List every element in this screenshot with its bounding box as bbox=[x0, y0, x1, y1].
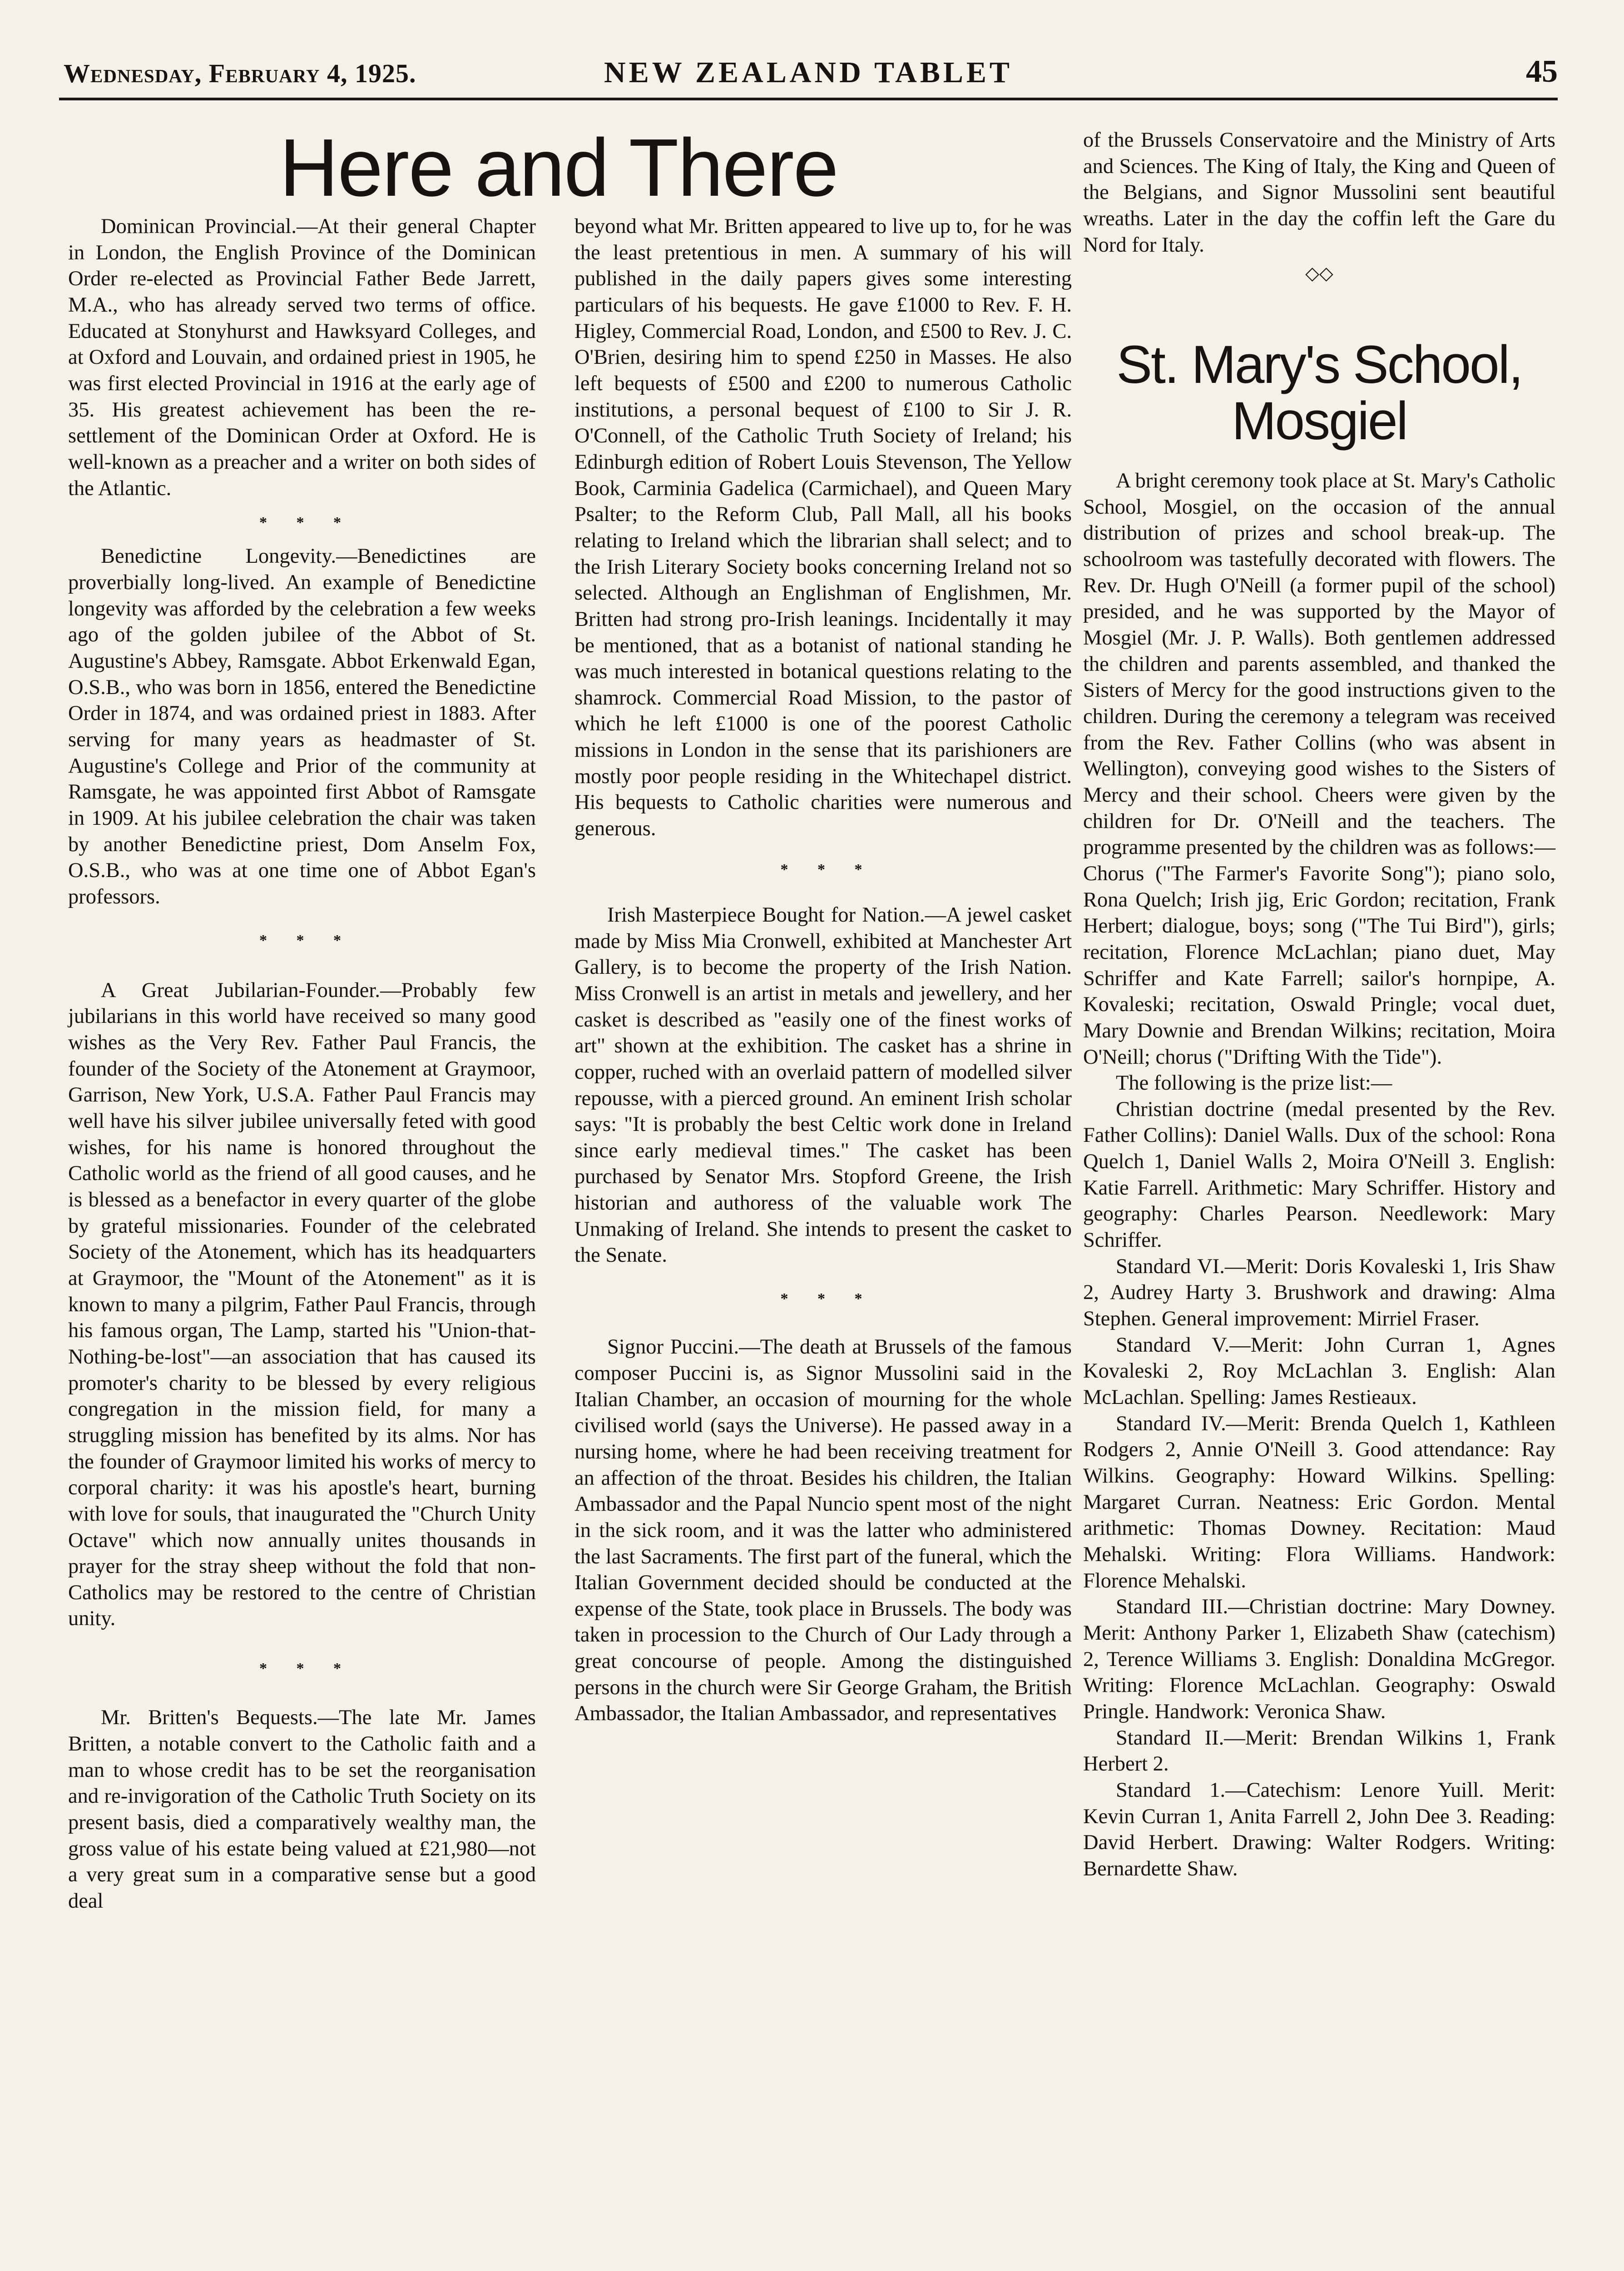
prize-list-general: Christian doctrine (medal presented by the Rev. Father Collins): Daniel Walls. Dux of the school: Rona Quelch 1, Daniel Walls 2, Moira O'Neill 3. English: Katie Farrell. Arithmetic: Mary Schriffer. History and geography: Charles Pearson. Needlework: Mary Schriffer. bbox=[1083, 1097, 1555, 1252]
ornament-divider: ◇◇ bbox=[1305, 263, 1333, 284]
page-number: 45 bbox=[1526, 54, 1558, 89]
prize-list-intro: The following is the prize list:— bbox=[1116, 1071, 1392, 1095]
page-header bbox=[59, 54, 1558, 104]
column-1 bbox=[68, 213, 536, 1914]
column-2 bbox=[574, 213, 1072, 1727]
article-benedictine-longevity: Benedictine Longevity.—Benedictines are proverbially long-lived. An example of Benedictine longevity was afforded by the celebration a few weeks ago of the golden jubilee of the Abbot of St. Augustine's Abbey, Ramsgate. Abbot Erkenwald Egan, O.S.B., who was born in 1856, entered the Benedictine Order in 1874, and was ordained priest in 1883. After serving for many years as headmaster of St. Augustine's College and Prior of the community at Ramsgate, he was appointed first Abbot of Ramsgate in 1909. At his jubilee celebration the chair was taken by another Benedictine priest, Dom Anselm Fox, O.S.B., who was at one time one of Abbot Egan's professors. bbox=[68, 545, 536, 908]
article-great-jubilarian: A Great Jubilarian-Founder.—Probably few jubilarians in this world have received so many good wishes as the Very Rev. Father Paul Francis, the founder of the Society of the Atonement at Graymoor, Garrison, New York, U.S.A. Father Paul Francis may well have his silver jubilee universally feted with good wishes, for his name is honored throughout the Catholic world as the friend of all good causes, and he is blessed as a benefactor in every quarter of the globe by grateful missionaries. Founder of the celebrated Society of the Atonement, which has its headquarters at Graymoor, the "Mount of the Atonement" as it is known to many a pilgrim, Father Paul Francis, through his famous organ, The Lamp, started his "Union-that-Nothing-be-lost"—an association that has caused its promoter's charity to be blessed by every religious congregation in the mission field, for many a struggling mission has benefited by its alms. Nor has the founder of Graymoor limited his works of mercy to corporal charity: it was his apostle's heart, burning with love for souls, that inaugurated the "Church Unity Octave" which now annually unites thousands in prayer for the stray sheep without the fold that non-Catholics may be restored to the centre of Christian unity. bbox=[68, 978, 536, 1631]
article-puccini-continued: of the Brussels Conservatoire and the Ministry of Arts and Sciences. The King of Italy, the King and Queen of the Belgians, and Signor Mussolini sent beautiful wreaths. Later in the day the coffin left the Gare du Nord for Italy. bbox=[1083, 129, 1555, 257]
section-title: Here and There bbox=[279, 122, 838, 213]
article-britten-continued: beyond what Mr. Britten appeared to live up to, for he was the least pretentious in men. A summary of his will published in the daily papers gives some interesting particulars of his bequests. He gave £1000 to Rev. F. H. Higley, Commercial Road, London, and £500 to Rev. J. C. O'Brien, desiring him to spend £250 in Masses. He also left bequests of £500 and £200 to numerous Catholic institutions, a personal bequest of £100 to Sir J. R. O'Connell, of the Catholic Truth Society of Ireland; his Edinburgh edition of Robert Louis Stevenson, The Yellow Book, Carminia Gadelica (Carmichael), and Queen Mary Psalter; to the Reform Club, Pall Mall, all his books relating to Ireland which the librarian shall select; and to the Irish Literary Society books concerning Ireland not so selected. Although an Englishman of Englishmen, Mr. Britten had strong pro-Irish leanings. Incidentally it may be mentioned, that as a botanist of national standing he was much interested in botanical questions relating to the shamrock. Commercial Road Mission, to the pastor of which he left £1000 is one of the poorest Catholic missions in London in the sense that its parishioners are mostly poor people residing in the Whitechapel district. His bequests to Catholic charities were numerous and generous. bbox=[574, 215, 1072, 841]
article-dominican-provincial: Dominican Provincial.—At their general Chapter in London, the English Province of the Dominican Order re-elected as Provincial Father Bede Jarrett, M.A., who has already served two terms of office. Educated at Stonyhurst and Hawksyard Colleges, and at Oxford and Louvain, and ordained priest in 1905, he was first elected Provincial in 1916 at the early age of 35. His greatest achievement has been the re-settlement of the Dominican Order at Oxford. He is well-known as a preacher and a writer on both sides of the Atlantic. bbox=[68, 215, 536, 500]
prize-standard-2: Standard II.—Merit: Brendan Wilkins 1, Frank Herbert 2. bbox=[1083, 1726, 1555, 1776]
separator-stars: * * * bbox=[259, 514, 354, 531]
separator-stars: * * * bbox=[259, 1660, 354, 1677]
separator-stars: * * * bbox=[780, 1290, 875, 1308]
issue-date: Wednesday, February 4, 1925. bbox=[64, 59, 416, 88]
prize-standard-3: Standard III.—Christian doctrine: Mary Downey. Merit: Anthony Parker 1, Elizabeth Shaw (catechism) 2, Terence Williams 3. English: Donaldina McGregor. Writing: Florence McLachlan. Geography: Oswald Pringle. Handwork: Veronica Shaw. bbox=[1083, 1595, 1555, 1723]
article-britten-bequests: Mr. Britten's Bequests.—The late Mr. James Britten, a notable convert to the Catholic faith and a man to whose credit has to be set the reorganisation and re-invigoration of the Catholic Truth Society on its present basis, died a comparatively wealthy man, the gross value of his estate being valued at £21,980—not a very great sum in a comparative sense but a good deal bbox=[68, 1706, 536, 1913]
column-3 bbox=[1083, 127, 1555, 1882]
prize-standard-1: Standard 1.—Catechism: Lenore Yuill. Merit: Kevin Curran 1, Anita Farrell 2, John Dee 3. Reading: David Herbert. Drawing: Walter Rodgers. Writing: Bernardette Shaw. bbox=[1083, 1778, 1555, 1880]
prize-standard-4: Standard IV.—Merit: Brenda Quelch 1, Kathleen Rodgers 2, Annie O'Neill 3. Good attendance: Ray Wilkins. Geography: Howard Wilkins. Spelling: Margaret Curran. Neatness: Eric Gordon. Mental arithmetic: Thomas Downey. Recitation: Maud Mehalski. Writing: Flora Williams. Handwork: Florence Mehalski. bbox=[1083, 1412, 1555, 1592]
prize-standard-6: Standard VI.—Merit: Doris Kovaleski 1, Iris Shaw 2, Audrey Harty 3. Brushwork and drawing: Alma Stephen. General improvement: Mirriel Fraser. bbox=[1083, 1255, 1555, 1331]
article-signor-puccini: Signor Puccini.—The death at Brussels of the famous composer Puccini is, as Signor Mussolini said in the Italian Chamber, an occasion of mourning for the whole civilised world (says the Universe). He passed away in a nursing home, where he had been receiving treatment for an affection of the throat. Besides his children, the Italian Ambassador and the Papal Nuncio spent most of the night in the sick room, and it was the latter who administered the last Sacraments. The first part of the funeral, which the Italian Government decided should be conducted at the expense of the State, took place in Brussels. The body was taken in procession to the Church of Our Lady through a great concourse of people. Among the distinguished persons in the church were Sir George Graham, the British Ambassador, the Italian Ambassador, and representatives bbox=[574, 1335, 1072, 1726]
school-article-body: A bright ceremony took place at St. Mary's Catholic School, Mosgiel, on the occasion of the annual distribution of prizes and school break-up. The schoolroom was tastefully decorated with flowers. The Rev. Dr. Hugh O'Neill (a former pupil of the school) presided, and he was supported by the Mayor of Mosgiel (Mr. J. P. Walls). Both gentlemen addressed the children and parents assembled, and thanked the Sisters of Mercy for the good instructions given to the children. During the ceremony a telegram was received from the Rev. Father Collins (who was absent in Wellington), conveying good wishes to the Sisters of Mercy and their school. Cheers were given by the children for Dr. O'Neill and the teachers. The programme presented by the children was as follows:—Chorus ("The Farmer's Favorite Song"); piano solo, Rona Quelch; Irish jig, Eric Gordon; recitation, Frank Herbert; dialogue, boys; song ("The Tui Bird"), girls; recitation, Florence McLachlan; piano duet, May Schriffer and Kate Farrell; sailor's hornpipe, A. Kovaleski; recitation, Oswald Pringle; vocal duet, Mary Downie and Brendan Wilkins; recitation, Moira O'Neill; chorus ("Drifting With the Tide"). bbox=[1083, 469, 1555, 1069]
school-article-title: St. Mary's School, Mosgiel bbox=[1116, 335, 1522, 451]
header-rule bbox=[59, 98, 1558, 100]
prize-standard-5: Standard V.—Merit: John Curran 1, Agnes Kovaleski 2, Roy McLachlan 3. English: Alan McLachlan. Spelling: James Restieaux. bbox=[1083, 1333, 1555, 1409]
separator-stars: * * * bbox=[780, 861, 875, 878]
newspaper-name: NEW ZEALAND TABLET bbox=[604, 56, 1013, 89]
article-irish-masterpiece: Irish Masterpiece Bought for Nation.—A jewel casket made by Miss Mia Cronwell, exhibited at Manchester Art Gallery, is to become the property of the Irish Nation. Miss Cronwell is an artist in metals and jewellery, and her casket is described as "easily one of the finest works of art" shown at the exhibition. The casket has a shrine in copper, ruched with an overlaid pattern of modelled silver repousse, with a pierced ground. An eminent Irish scholar says: "It is probably the best Celtic work done in Ireland since early medieval times." The casket has been purchased by Senator Mrs. Stopford Greene, the Irish historian and authoress of the valuable work The Unmaking of Ireland. She intends to present the casket to the Senate. bbox=[574, 903, 1072, 1267]
separator-stars: * * * bbox=[259, 932, 354, 949]
